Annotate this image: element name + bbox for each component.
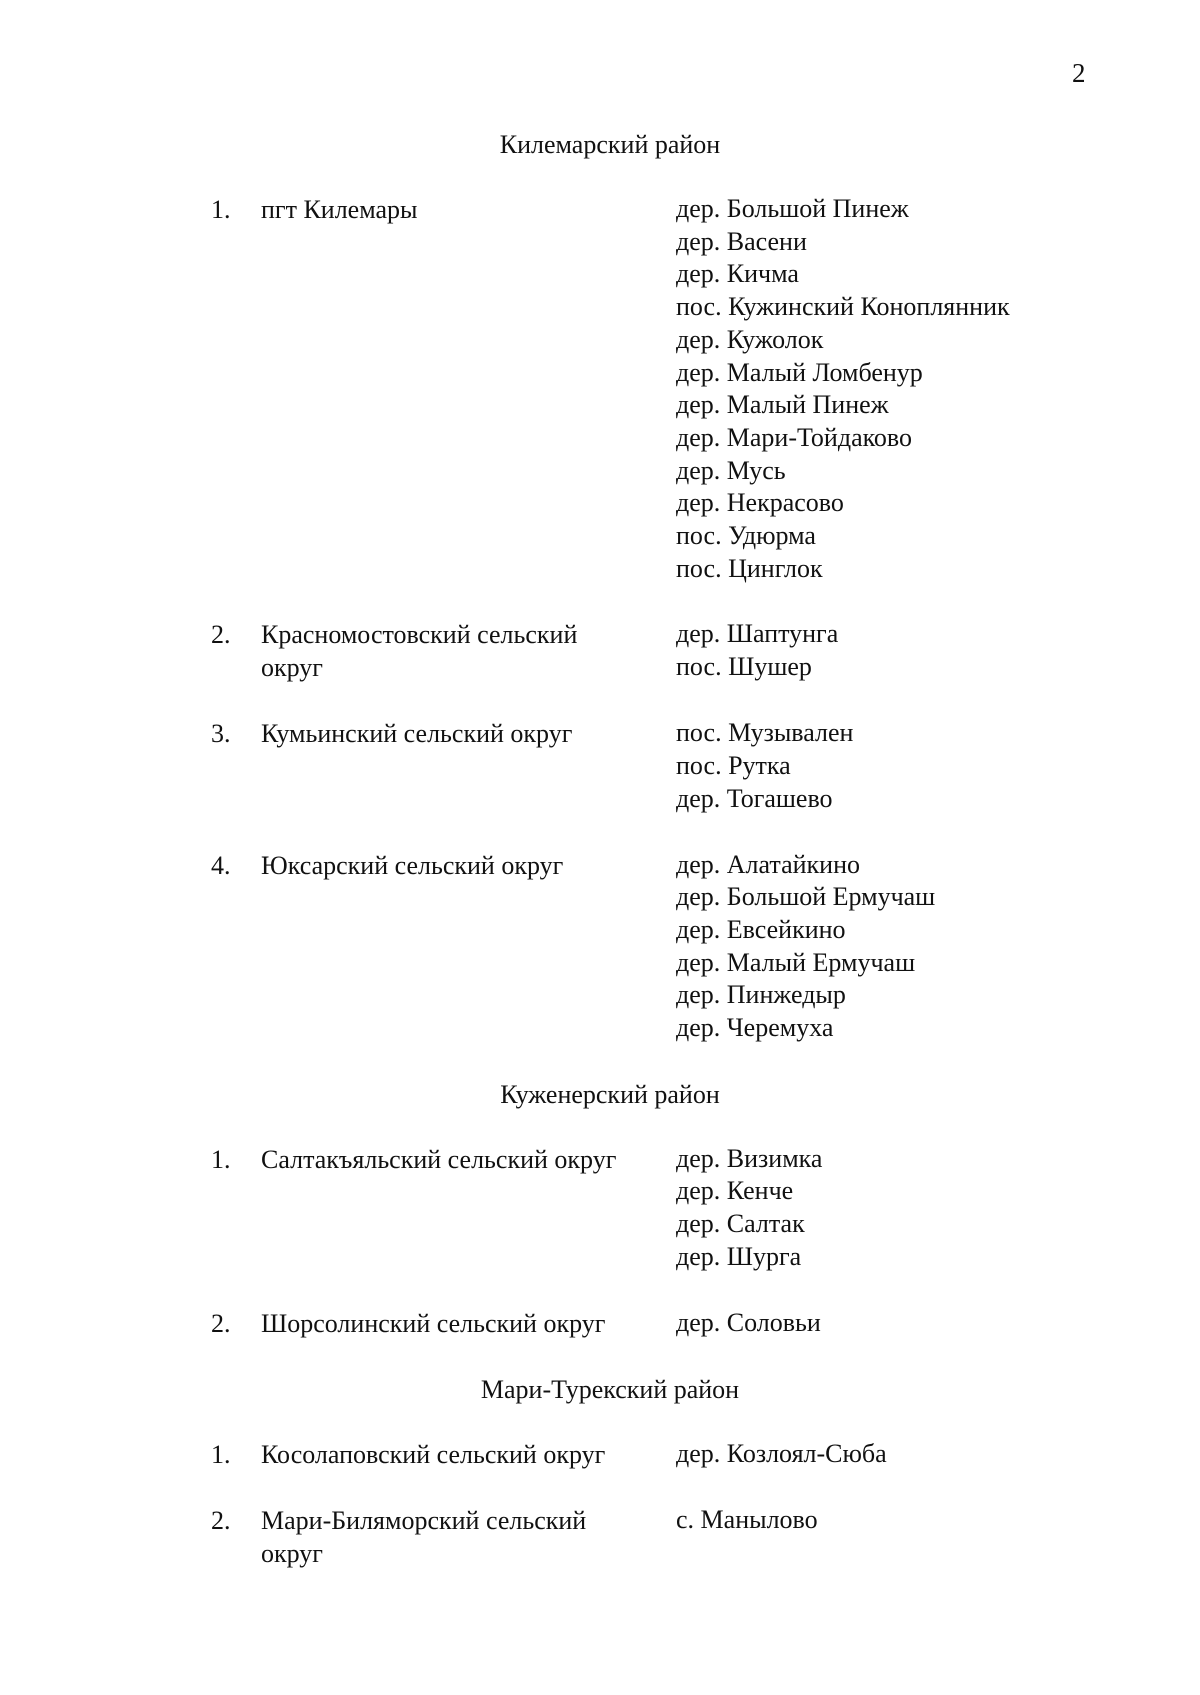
place-item: с. Манылово (676, 1504, 818, 1534)
entry-name-line: Кумьинский сельский округ (261, 719, 573, 749)
entry-number: 2. (211, 1308, 231, 1338)
spacer (0, 1274, 1200, 1307)
settlement-entry (0, 193, 1200, 585)
place-item: дер. Большой Ермучаш (676, 882, 936, 912)
spacer (0, 1406, 1200, 1438)
entry-name (261, 193, 676, 585)
spacer (0, 816, 1200, 849)
places-list (676, 618, 838, 684)
entry-name (261, 1143, 676, 1274)
entry-name (261, 849, 676, 1045)
entry-name-line: Косолаповский сельский округ (261, 1439, 606, 1469)
place-item: дер. Мусь (676, 455, 786, 485)
spacer (0, 585, 1200, 618)
spacer (0, 1111, 1200, 1143)
places-list (676, 849, 935, 1045)
entry-number: 1. (211, 1144, 231, 1174)
document-body (0, 128, 1200, 1603)
spacer (0, 1471, 1200, 1504)
entry-name-line: округ (261, 653, 323, 683)
spacer (0, 1570, 1200, 1603)
places-list (676, 1438, 887, 1471)
entry-name-line: Красномостовский сельский (261, 620, 578, 650)
settlement-entry (0, 849, 1200, 1045)
district-title: Мари-Турекский район (480, 1374, 740, 1404)
places-list (676, 1143, 822, 1274)
entry-name (261, 618, 676, 684)
settlement-entry (0, 618, 1200, 684)
entry-name-line: округ (261, 1538, 323, 1568)
places-list (676, 193, 1010, 585)
district-section (0, 128, 1200, 1078)
places-list (676, 717, 853, 815)
place-item: дер. Кужолок (676, 324, 824, 354)
settlement-entry (0, 1438, 1200, 1471)
place-item: дер. Васени (676, 226, 807, 256)
place-item: пос. Цинглок (676, 553, 823, 583)
entry-name-line: пгт Килемары (261, 195, 418, 224)
settlement-entry (0, 1143, 1200, 1274)
place-item: дер. Шаптунга (676, 619, 839, 649)
place-item: дер. Алатайкино (676, 849, 860, 879)
entry-number: 1. (211, 195, 231, 224)
entry-number: 4. (211, 850, 231, 880)
places-list (676, 1504, 818, 1570)
entry-name-line: Салтакъяльский сельский округ (261, 1144, 617, 1174)
district-section (0, 1373, 1200, 1603)
spacer (0, 1340, 1200, 1373)
place-item: дер. Малый Ломбенур (676, 357, 923, 387)
place-item: дер. Козлоял-Сюба (676, 1438, 887, 1468)
place-item: дер. Кичма (676, 259, 799, 289)
place-item: дер. Кенче (676, 1176, 794, 1206)
entry-name-line: Шорсолинский сельский округ (261, 1308, 606, 1338)
entry-name-line: Юксарский сельский округ (261, 850, 564, 880)
district-title: Куженерский район (500, 1079, 720, 1109)
entry-number: 2. (211, 1505, 231, 1535)
settlement-entry (0, 1307, 1200, 1340)
place-item: дер. Визимка (676, 1143, 823, 1173)
place-item: дер. Тогашево (676, 783, 833, 813)
place-item: дер. Шурга (676, 1241, 802, 1271)
entry-number: 1. (211, 1439, 231, 1469)
entry-name (261, 717, 676, 815)
entry-number: 2. (211, 620, 231, 650)
spacer (0, 684, 1200, 717)
place-item: пос. Рутка (676, 751, 791, 781)
entry-number: 3. (211, 719, 231, 749)
place-item: дер. Черемуха (676, 1013, 834, 1043)
place-item: дер. Соловьи (676, 1307, 821, 1337)
settlement-entry (0, 717, 1200, 815)
page-number: 2 (1072, 58, 1086, 88)
place-item: дер. Большой Пинеж (676, 194, 909, 223)
place-item: пос. Удюрма (676, 521, 816, 551)
spacer (0, 161, 1200, 193)
place-item: пос. Шушер (676, 652, 812, 682)
places-list (676, 1307, 821, 1340)
place-item: дер. Мари-Тойдаково (676, 422, 913, 452)
settlement-entry (0, 1504, 1200, 1570)
place-item: дер. Пинжедыр (676, 980, 846, 1010)
entry-name (261, 1438, 676, 1471)
district-section (0, 1078, 1200, 1373)
place-item: дер. Некрасово (676, 488, 844, 518)
place-item: дер. Салтак (676, 1209, 805, 1239)
place-item: дер. Малый Ермучаш (676, 947, 916, 977)
entry-name (261, 1307, 676, 1340)
place-item: пос. Музывален (676, 718, 854, 748)
entry-name-line: Мари-Биляморский сельский (261, 1505, 587, 1535)
place-item: дер. Евсейкино (676, 914, 846, 944)
district-title: Килемарский район (499, 130, 721, 159)
spacer (0, 1045, 1200, 1078)
entry-name (261, 1504, 676, 1570)
place-item: пос. Кужинский Коноплянник (676, 292, 1010, 322)
place-item: дер. Малый Пинеж (676, 390, 889, 420)
